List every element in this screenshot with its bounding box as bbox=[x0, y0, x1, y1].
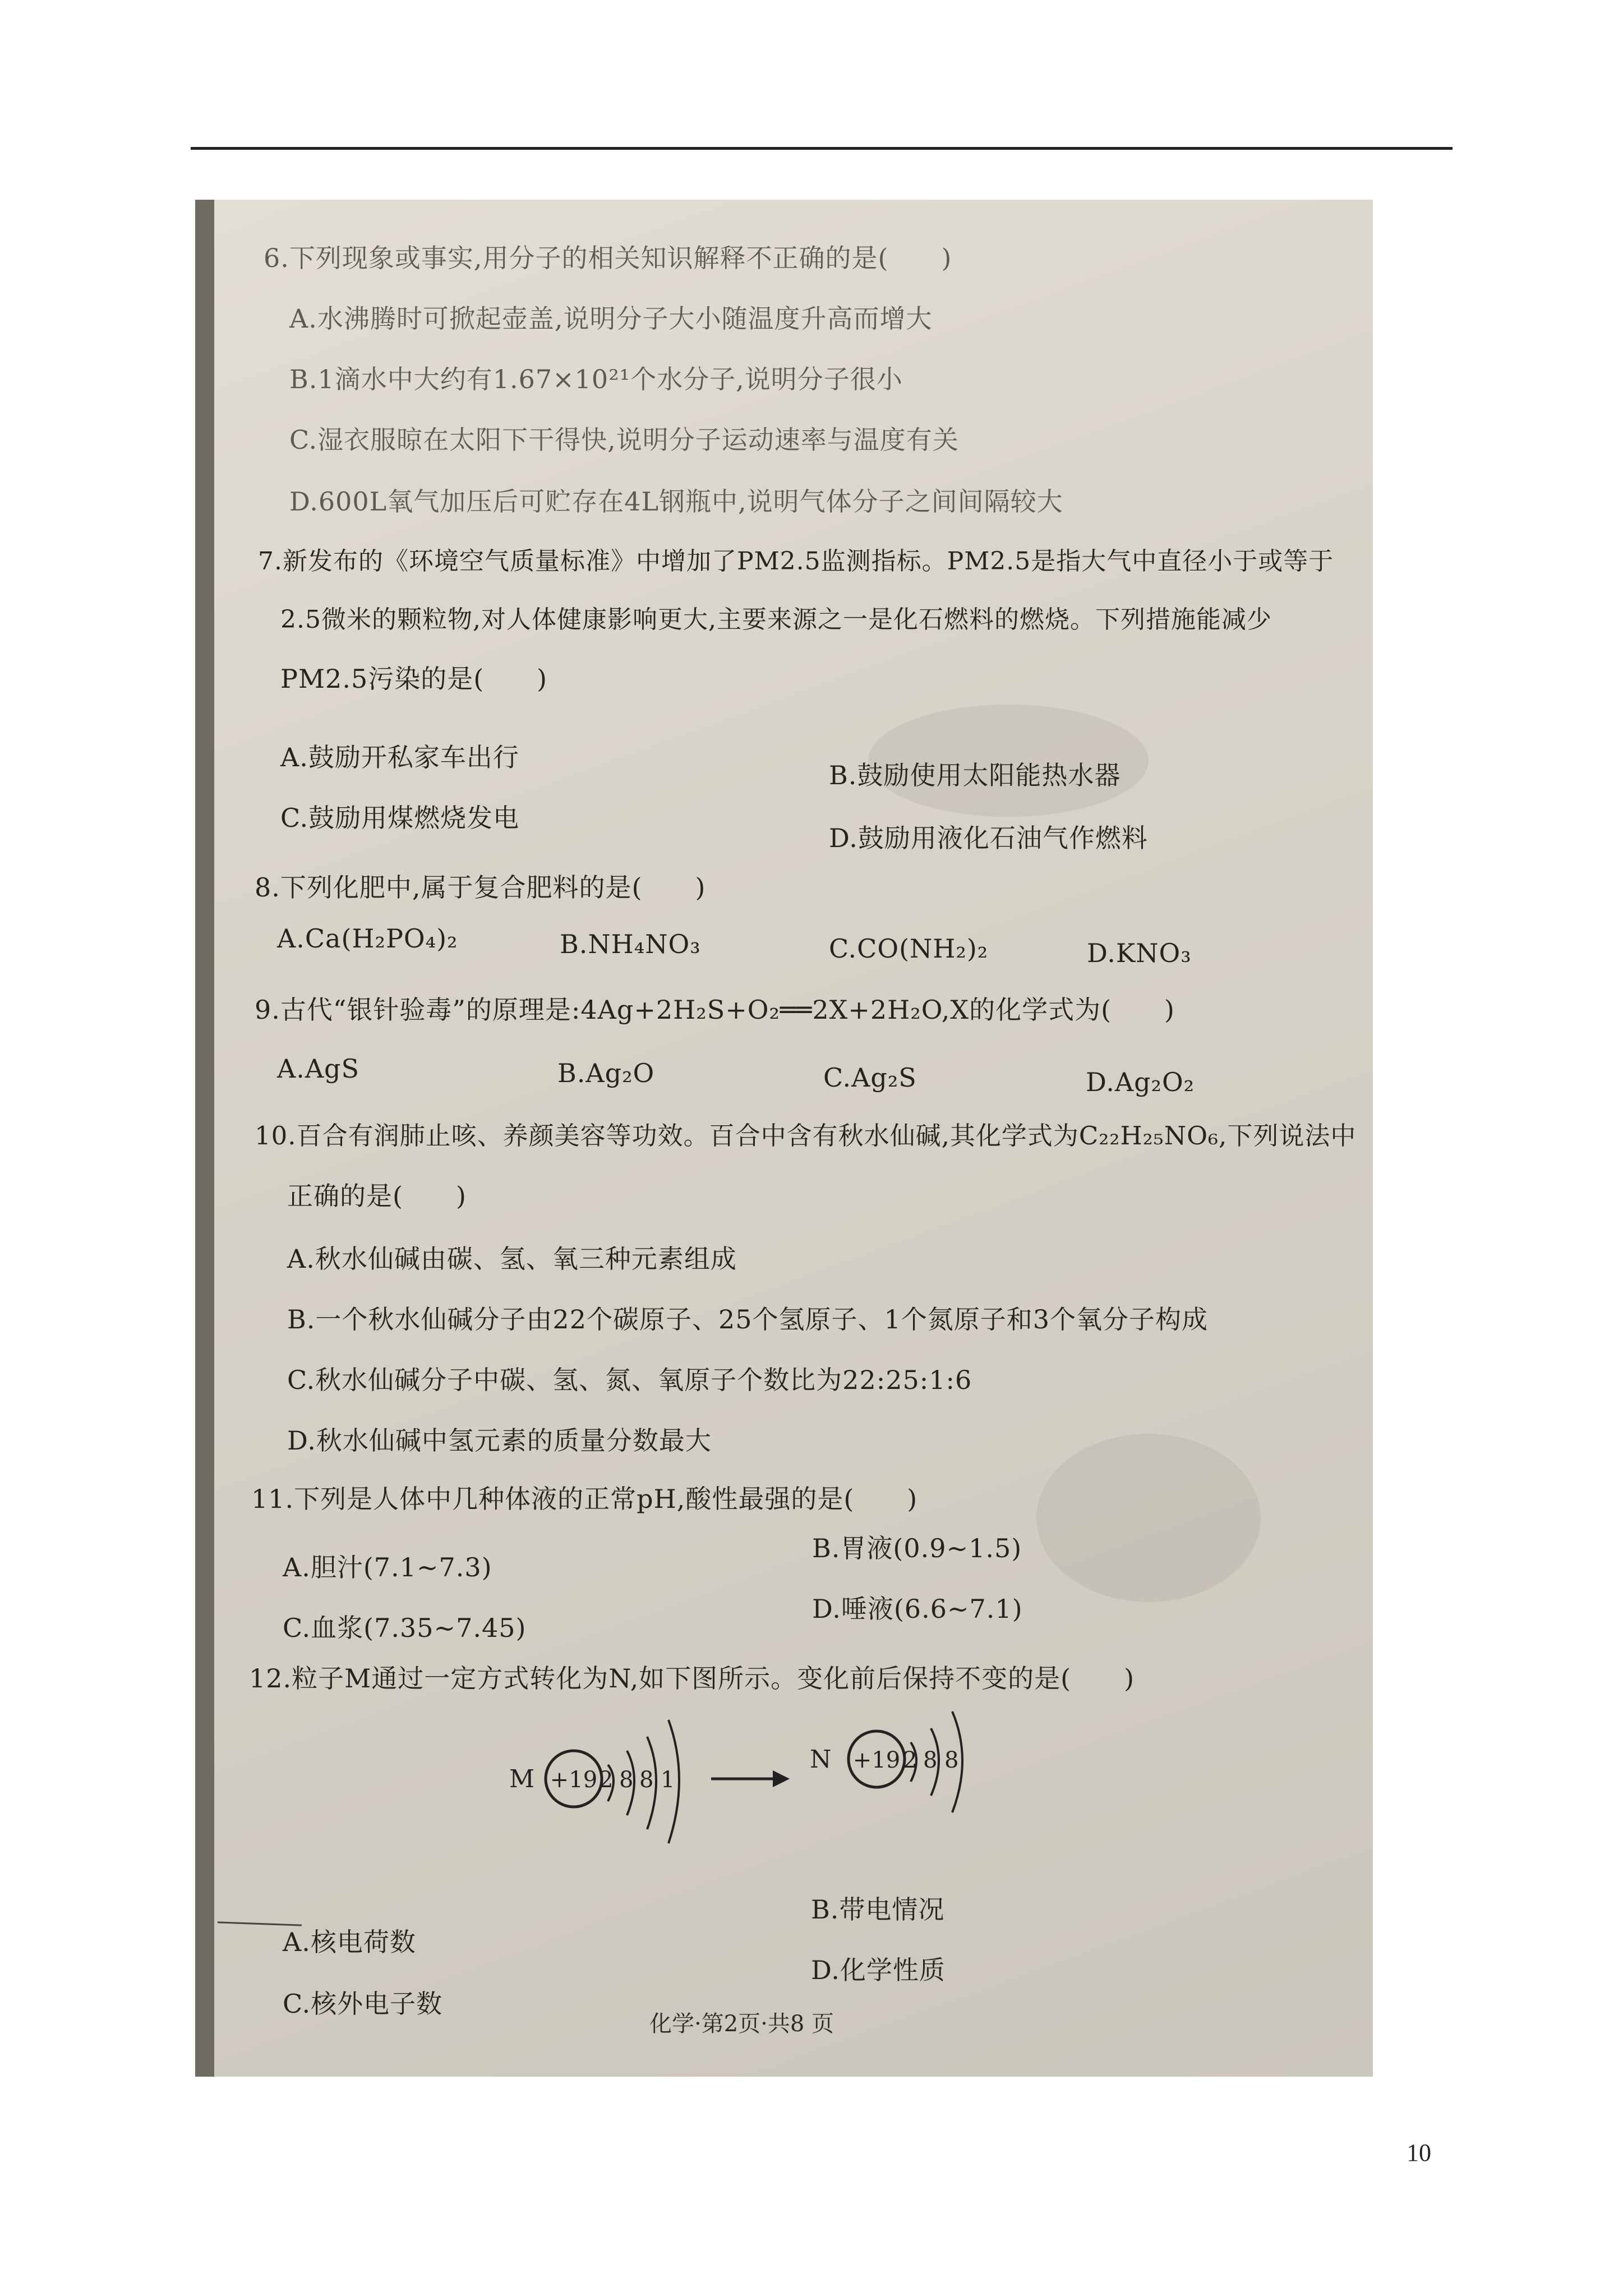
q10-option-a: A.秋水仙碱由碳、氢、氧三种元素组成 bbox=[287, 1244, 737, 1274]
q7-option-a: A.鼓励开私家车出行 bbox=[280, 742, 519, 772]
q8-option-c: C.CO(NH₂)₂ bbox=[829, 933, 989, 964]
q10-option-c: C.秋水仙碱分子中碳、氢、氮、氧原子个数比为22:25:1:6 bbox=[287, 1365, 972, 1395]
q6-option-a: A.水沸腾时可掀起壶盖,说明分子大小随温度升高而增大 bbox=[289, 303, 933, 334]
q10-option-d: D.秋水仙碱中氢元素的质量分数最大 bbox=[287, 1425, 712, 1456]
q11-option-a: A.胆汁(7.1~7.3) bbox=[283, 1552, 492, 1582]
photo-dark-edge bbox=[195, 200, 214, 2077]
q12-stem: 12.粒子M通过一定方式转化为N,如下图所示。变化前后保持不变的是( ) bbox=[249, 1663, 1135, 1694]
q6-option-b: B.1滴水中大约有1.67×10²¹个水分子,说明分子很小 bbox=[289, 364, 903, 394]
n-shell-1-electrons: 2 bbox=[903, 1747, 917, 1773]
q9-option-c: C.Ag₂S bbox=[823, 1062, 917, 1093]
q12-option-c: C.核外电子数 bbox=[283, 1989, 443, 2019]
q10-option-b: B.一个秋水仙碱分子由22个碳原子、25个氢原子、1个氮原子和3个氧分子构成 bbox=[287, 1304, 1209, 1335]
q12-option-d: D.化学性质 bbox=[811, 1955, 946, 1985]
m-shell-2-electrons: 8 bbox=[619, 1767, 634, 1793]
q6-stem: 6.下列现象或事实,用分子的相关知识解释不正确的是( ) bbox=[264, 243, 952, 273]
m-nucleus-charge: +19 bbox=[550, 1767, 598, 1793]
n-shell-3-electrons: 8 bbox=[944, 1747, 959, 1773]
q8-option-a: A.Ca(H₂PO₄)₂ bbox=[277, 923, 458, 954]
q7-stem-line-3: PM2.5污染的是( ) bbox=[280, 664, 548, 694]
page-footer: 化学·第2页·共8 页 bbox=[649, 2011, 834, 2037]
q7-option-b: B.鼓励使用太阳能热水器 bbox=[829, 760, 1121, 790]
paper-smudge bbox=[1036, 1434, 1261, 1602]
q9-stem: 9.古代“银针验毒”的原理是:4Ag+2H₂S+O₂══2X+2H₂O,X的化学式为( ) bbox=[255, 995, 1175, 1025]
q10-stem-line-1: 10.百合有润肺止咳、养颜美容等功效。百合中含有秋水仙碱,其化学式为C₂₂H₂₅NO₆,下列说法中 bbox=[255, 1121, 1357, 1151]
q11-option-c: C.血浆(7.35~7.45) bbox=[283, 1613, 527, 1643]
q10-stem-line-2: 正确的是( ) bbox=[287, 1181, 467, 1211]
q7-stem-line-2: 2.5微米的颗粒物,对人体健康影响更大,主要来源之一是化石燃料的燃烧。下列措施能减少 bbox=[280, 605, 1272, 634]
q11-stem: 11.下列是人体中几种体液的正常pH,酸性最强的是( ) bbox=[251, 1484, 918, 1514]
q9-option-b: B.Ag₂O bbox=[557, 1058, 655, 1088]
m-shell-3-electrons: 8 bbox=[639, 1767, 654, 1793]
m-shell-4-electrons: 1 bbox=[661, 1767, 675, 1793]
q8-option-b: B.NH₄NO₃ bbox=[560, 929, 701, 959]
q11-option-d: D.唾液(6.6~7.1) bbox=[812, 1594, 1023, 1624]
atom-structure-diagram bbox=[509, 1703, 1070, 1860]
m-label: M bbox=[509, 1765, 535, 1793]
q8-option-d: D.KNO₃ bbox=[1087, 938, 1192, 968]
q7-stem-line-1: 7.新发布的《环境空气质量标准》中增加了PM2.5监测指标。PM2.5是指大气中直径小于或等于 bbox=[258, 547, 1334, 576]
n-shell-2-electrons: 8 bbox=[923, 1747, 938, 1773]
q6-option-d: D.600L氧气加压后可贮存在4L钢瓶中,说明气体分子之间间隔较大 bbox=[289, 486, 1063, 517]
q8-stem: 8.下列化肥中,属于复合肥料的是( ) bbox=[255, 872, 706, 903]
q7-option-c: C.鼓励用煤燃烧发电 bbox=[280, 803, 520, 833]
q7-option-d: D.鼓励用液化石油气作燃料 bbox=[829, 823, 1148, 853]
n-label: N bbox=[810, 1745, 832, 1774]
page-number: 10 bbox=[1407, 2139, 1431, 2166]
exam-photo bbox=[195, 200, 1373, 2077]
n-nucleus-charge: +19 bbox=[852, 1747, 901, 1773]
q12-option-b: B.带电情况 bbox=[811, 1894, 945, 1925]
m-shell-1-electrons: 2 bbox=[599, 1767, 614, 1793]
q11-option-b: B.胃液(0.9~1.5) bbox=[812, 1533, 1022, 1563]
transform-arrow-head bbox=[773, 1770, 790, 1787]
q9-option-d: D.Ag₂O₂ bbox=[1086, 1067, 1195, 1097]
q12-option-a: A.核电荷数 bbox=[283, 1927, 416, 1957]
q9-option-a: A.AgS bbox=[277, 1053, 360, 1084]
header-rule bbox=[191, 147, 1453, 150]
q6-option-c: C.湿衣服晾在太阳下干得快,说明分子运动速率与温度有关 bbox=[289, 425, 959, 455]
